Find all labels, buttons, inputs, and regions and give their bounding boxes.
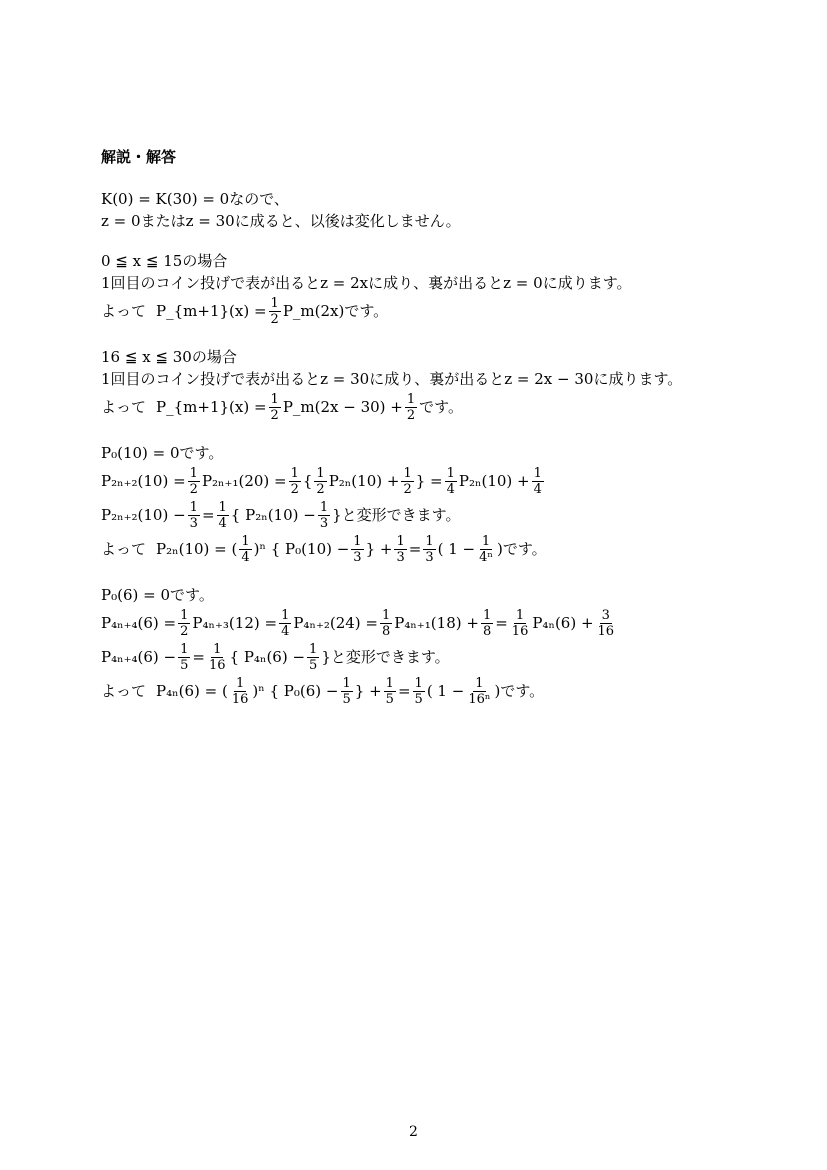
math-expression: P₀(10) = 0 <box>101 444 180 462</box>
intro-block <box>101 188 741 232</box>
math-expression: P₄ₙ₊₄(6) = <box>101 614 177 632</box>
math-expression: } + <box>365 540 393 558</box>
math-expression: ) <box>497 540 503 558</box>
math-expression: P₄ₙ(6) + <box>532 614 594 632</box>
math-expression: } <box>321 648 331 666</box>
case1-condition <box>101 250 741 272</box>
text-fragment: に成り、裏が出ると <box>369 370 505 388</box>
part10-block <box>101 442 741 566</box>
math-expression: ( 1 − <box>437 540 476 558</box>
math-expression: P₄ₙ(6) = ( <box>156 682 228 700</box>
fraction: $\frac{3}{16}$ <box>597 607 615 639</box>
math-expression: P₀(6) = 0 <box>101 586 171 604</box>
case1-description <box>101 272 741 294</box>
fraction: $\frac{1}{5}$ <box>309 641 318 673</box>
fraction: $\frac{1}{8}$ <box>482 607 492 639</box>
math-expression: { P₄ₙ(6) − <box>229 648 306 666</box>
case2-block <box>101 346 741 424</box>
fraction: $\frac{1}{2}$ <box>180 607 189 639</box>
case2-description <box>101 368 741 390</box>
math-expression: 1 <box>101 370 111 388</box>
math-expression: { P₂ₙ(10) − <box>230 506 316 524</box>
solution-content <box>101 146 741 726</box>
fraction: $\frac{1}{4}$ <box>446 465 455 497</box>
text-fragment: に成ります。 <box>542 274 632 292</box>
text-fragment: です。 <box>500 682 545 700</box>
fraction: $\frac{1}{2}$ <box>189 465 198 497</box>
fraction: $\frac{1}{3}$ <box>396 533 405 565</box>
fraction: $\frac{1}{16}$ <box>231 675 249 707</box>
math-expression: P₄ₙ₊₁(18) + <box>394 614 479 632</box>
fraction: $\frac{1}{5}$ <box>414 675 423 707</box>
intro-line-2 <box>101 210 741 232</box>
text-fragment: 回目のコイン投げで表が出ると <box>110 370 321 388</box>
part6-line-1 <box>101 584 741 606</box>
math-expression: } + <box>354 682 382 700</box>
math-expression: P₄ₙ₊₂(24) = <box>293 614 378 632</box>
text-fragment: よって <box>101 682 147 700</box>
fraction: $\frac{1}{4}$ <box>533 465 542 497</box>
part10-line-1 <box>101 442 741 464</box>
fraction: $\frac{1}{2}$ <box>406 391 416 423</box>
text-fragment: です。 <box>344 302 389 320</box>
fraction: $\frac{1}{16}$ <box>208 641 226 673</box>
math-expression: P_{m+1}(x) = <box>156 302 267 320</box>
section-heading: 解説・解答 <box>101 148 177 166</box>
math-expression: z = 0 <box>101 212 141 230</box>
math-expression: ) <box>494 682 501 700</box>
math-expression: P₂ₙ(10) + <box>458 472 530 490</box>
fraction: $\frac{1}{3}$ <box>319 499 329 531</box>
part6-line-3 <box>101 640 741 674</box>
math-expression: } = <box>415 472 443 490</box>
fraction: $\frac{1}{4}$ <box>241 533 250 565</box>
text-fragment: の場合 <box>182 252 228 270</box>
math-expression: K(0) = K(30) = 0 <box>101 190 230 208</box>
fraction: $\frac{1}{3}$ <box>425 533 434 565</box>
intro-line-1 <box>101 188 741 210</box>
fraction: $\frac{1}{2}$ <box>316 465 325 497</box>
math-expression: = <box>495 614 508 632</box>
case1-block <box>101 250 741 328</box>
fraction: $\frac{1}{3}$ <box>353 533 362 565</box>
math-expression: = <box>397 682 411 700</box>
math-expression: { <box>302 472 313 490</box>
math-expression: )ⁿ { P₀(6) − <box>252 682 339 700</box>
fraction: $\frac{1}{2}$ <box>403 465 412 497</box>
text-fragment: です。 <box>170 586 214 604</box>
text-fragment: なので、 <box>229 190 289 208</box>
text-fragment: よって <box>101 398 147 416</box>
math-expression: 16 ≦ x ≦ 30 <box>101 348 192 366</box>
fraction: $\frac{1}{\text{16ⁿ}}$ <box>468 675 491 707</box>
text-fragment: に成ります。 <box>593 370 683 388</box>
text-fragment: です。 <box>179 444 224 462</box>
text-fragment: または <box>140 212 186 230</box>
fraction: $\frac{1}{16}$ <box>511 607 529 639</box>
fraction: $\frac{1}{5}$ <box>342 675 351 707</box>
part6-block <box>101 584 741 708</box>
text-fragment: よって <box>101 540 147 558</box>
math-expression: = <box>192 648 205 666</box>
math-expression: P₂ₙ₊₂(10) = <box>101 472 186 490</box>
fraction: $\frac{1}{4}$ <box>218 499 227 531</box>
math-expression: z = 2x <box>320 274 369 292</box>
math-expression: z = 30 <box>320 370 370 388</box>
math-expression: P₂ₙ₊₁(20) = <box>201 472 287 490</box>
math-expression: = <box>201 506 215 524</box>
fraction: $\frac{1}{4}$ <box>281 607 290 639</box>
text-fragment: と変形できます。 <box>330 648 450 666</box>
text-fragment: です。 <box>502 540 547 558</box>
math-expression: z = 30 <box>185 212 235 230</box>
math-expression: P₄ₙ₊₄(6) − <box>101 648 177 666</box>
part6-line-2 <box>101 606 741 640</box>
math-expression: 1 <box>101 274 111 292</box>
math-expression: z = 0 <box>503 274 543 292</box>
part10-line-4 <box>101 532 741 566</box>
text-fragment: 回目のコイン投げで表が出ると <box>110 274 321 292</box>
math-expression: P_m(2x) <box>282 302 345 320</box>
fraction: $\frac{1}{2}$ <box>270 391 279 423</box>
text-fragment: です。 <box>419 398 463 416</box>
math-expression: 0 ≦ x ≦ 15 <box>101 252 183 270</box>
math-expression: ( 1 − <box>426 682 465 700</box>
fraction: $\frac{1}{2}$ <box>270 295 279 327</box>
fraction: $\frac{1}{3}$ <box>189 499 198 531</box>
math-expression: P_m(2x − 30) + <box>282 398 403 416</box>
fraction: $\frac{1}{5}$ <box>180 641 189 673</box>
fraction: $\frac{1}{5}$ <box>385 675 394 707</box>
math-expression: P₂ₙ(10) = ( <box>156 540 238 558</box>
math-expression: P_{m+1}(x) = <box>156 398 267 416</box>
text-fragment: に成り、裏が出ると <box>368 274 504 292</box>
part10-line-3 <box>101 498 741 532</box>
math-expression: P₂ₙ₊₂(10) − <box>101 506 186 524</box>
fraction: $\frac{1}{\text{4ⁿ}}$ <box>479 533 494 565</box>
case2-condition <box>101 346 741 368</box>
math-expression: z = 2x − 30 <box>504 370 594 388</box>
case2-formula <box>101 390 741 424</box>
math-expression: P₄ₙ₊₃(12) = <box>192 614 278 632</box>
part6-line-4 <box>101 674 741 708</box>
fraction: $\frac{1}{8}$ <box>382 607 391 639</box>
math-expression: } <box>332 506 342 524</box>
case1-formula <box>101 294 741 328</box>
fraction: $\frac{1}{2}$ <box>290 465 299 497</box>
math-expression: = <box>408 540 422 558</box>
math-expression: )ⁿ { P₀(10) − <box>253 540 350 558</box>
page-number: 2 <box>409 1124 418 1140</box>
part10-line-2 <box>101 464 741 498</box>
text-fragment: と変形できます。 <box>341 506 461 524</box>
text-fragment: の場合 <box>191 348 237 366</box>
text-fragment: よって <box>101 302 147 320</box>
text-fragment: に成ると、以後は変化しません。 <box>234 212 461 230</box>
math-expression: P₂ₙ(10) + <box>328 472 400 490</box>
